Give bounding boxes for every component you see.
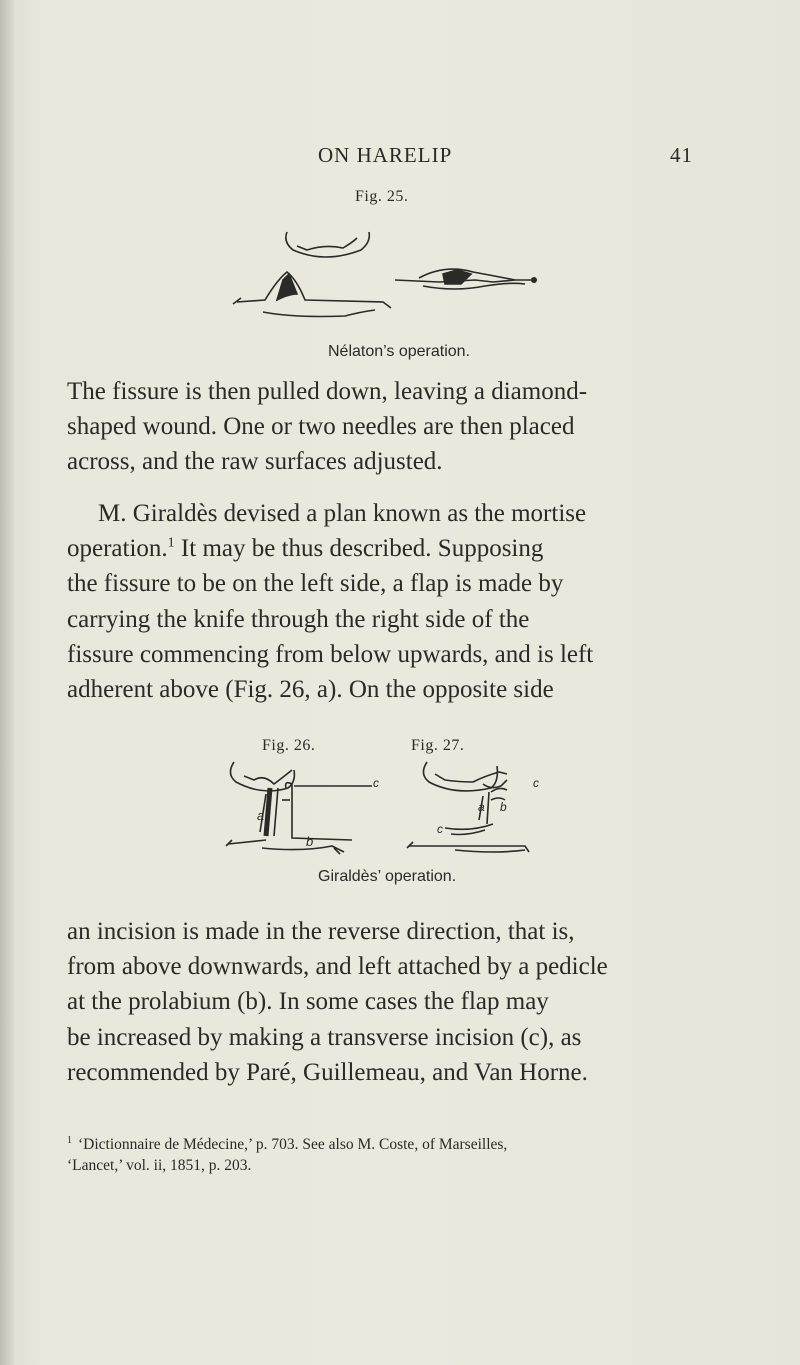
figure-27-label: Fig. 27. <box>411 737 465 754</box>
text-line: be increased by making a transverse incision (c), as <box>67 1023 582 1051</box>
figure-27-letter-a: a <box>478 800 485 814</box>
text-line: M. Giraldès devised a plan known as the mortise <box>98 500 587 527</box>
paragraph-1 <box>67 374 697 480</box>
text-line: across, and the raw surfaces adjusted. <box>67 448 443 476</box>
figure-27-illustration <box>395 760 575 850</box>
running-head <box>318 143 693 173</box>
figures-26-27-caption: Giraldès’ operation. <box>318 868 457 885</box>
text-line: at the prolabium (b). In some cases the flap may <box>67 988 549 1016</box>
text-line <box>67 531 697 566</box>
text-line: an incision is made in the reverse direction, that is, <box>67 918 575 945</box>
figure-26-label: Fig. 26. <box>262 737 316 754</box>
figure-27-letter-c-top: c <box>533 776 539 790</box>
paragraph-2 <box>67 496 697 707</box>
figure-26-letter-a: a <box>257 808 265 823</box>
figure-27-letter-c-bottom: c <box>437 822 443 836</box>
footnote-line <box>67 1130 697 1155</box>
text-line: adherent above (Fig. 26, a). On the opposite side <box>67 676 554 704</box>
footnote-text: ‘Dictionnaire de Médecine,’ p. 703. See also M. Coste, of Marseilles, <box>78 1136 508 1154</box>
text-line: shaped wound. One or two needles are then placed <box>67 413 575 441</box>
page-gutter-shadow <box>0 0 14 1365</box>
figure-26-illustration <box>222 760 382 850</box>
text-line: The fissure is then pulled down, leaving a diamond- <box>67 378 588 405</box>
text-line: recommended by Paré, Guillemeau, and Van Horne. <box>67 1058 588 1086</box>
footnote-reference[interactable]: 1 <box>167 535 175 551</box>
footnote-mark: 1 <box>67 1135 72 1146</box>
footnote-line: ‘Lancet,’ vol. ii, 1851, p. 203. <box>67 1157 252 1175</box>
figure-25-caption: Nélaton’s operation. <box>328 343 471 360</box>
text-line: carrying the knife through the right side of the <box>67 605 530 633</box>
paragraph-3 <box>67 914 697 1090</box>
text-fragment: operation. <box>67 535 168 563</box>
text-fragment: It may be thus described. Supposing <box>174 535 544 563</box>
figure-27-letter-b: b <box>500 800 507 814</box>
figure-25-label: Fig. 25. <box>355 188 409 205</box>
figure-26-letter-b: b <box>306 834 314 849</box>
text-line: from above downwards, and left attached by a pedicle <box>67 953 608 981</box>
text-line: the fissure to be on the left side, a flap is made by <box>67 570 564 598</box>
figure-26-letter-c: c <box>373 776 379 790</box>
figure-25-illustration <box>225 220 555 340</box>
text-line: fissure commencing from below upwards, and is left <box>67 640 594 668</box>
footnote <box>67 1130 697 1176</box>
page-number: 41 <box>670 143 693 167</box>
running-title: ON HARELIP <box>318 143 453 167</box>
